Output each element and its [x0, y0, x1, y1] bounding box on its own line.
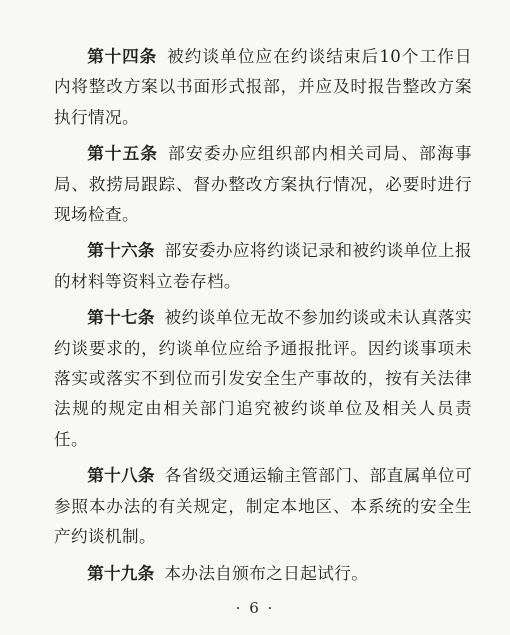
article-text: 本办法自颁布之日起试行。	[164, 563, 369, 583]
article-14	[54, 42, 472, 133]
article-number: 第十九条	[87, 563, 155, 583]
article-text: 各省级交通运输主管部门、部直属单位可参照本办法的有关规定，制定本地区、本系统的安全生产约谈机制。	[54, 466, 472, 547]
article-text: 被约谈单位应在约谈结束后10个工作日内将整改方案以书面形式报部，并应及时报告整改方案执行情况。	[54, 47, 472, 127]
article-number: 第十六条	[87, 241, 155, 261]
article-15	[54, 139, 472, 230]
article-text: 部安委办应将约谈记录和被约谈单位上报的材料等资料立卷存档。	[54, 241, 472, 291]
article-number: 第十七条	[87, 308, 155, 328]
article-number: 第十五条	[87, 144, 159, 164]
page-number: · 6 ·	[235, 599, 275, 617]
article-18	[54, 461, 472, 552]
article-number: 第十八条	[87, 466, 155, 486]
article-text: 被约谈单位无故不参加约谈或未认真落实约谈要求的，约谈单位应给予通报批评。因约谈事项未落实或落实不到位而引发安全生产事故的，按有关法律法规的规定由相关部门追究被约谈单位及相关人员责任。	[54, 308, 472, 449]
article-number: 第十四条	[87, 47, 158, 66]
article-text: 部安委办应组织部内相关司局、部海事局、救捞局跟踪、督办整改方案执行情况，必要时进行现场检查。	[54, 144, 472, 225]
article-19	[54, 559, 472, 589]
article-16	[54, 236, 472, 297]
article-17	[54, 303, 472, 455]
